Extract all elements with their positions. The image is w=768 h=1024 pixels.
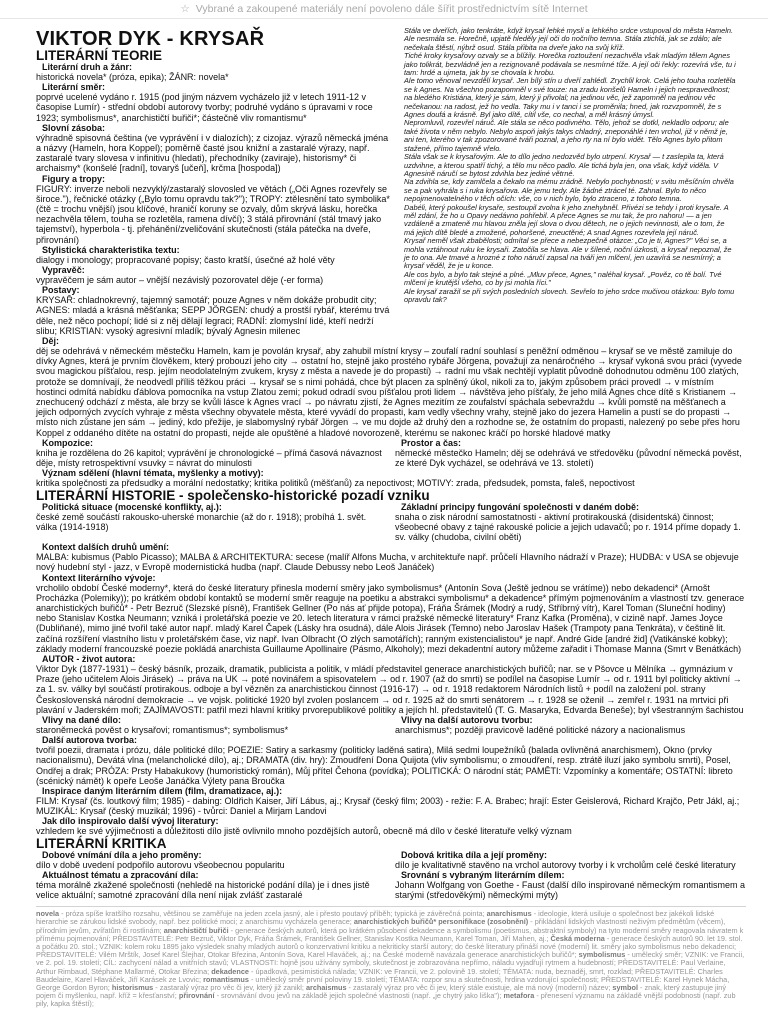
critique-row-2 (36, 870, 746, 900)
glossary-term: symbol (612, 983, 638, 993)
excerpt-paragraph: Stála ve dveřích, jako tenkráte, když krysař lehké mysli a lehkého srdce vstupoval do města Hameln. Ale nesmála se. Horečně, upjatě hleděly její oči do nočního temna. Stála ztichlá, jak se zdálo; ale nečekala štěstí, nýbrž osud. Stála přibita na dveře jako na svůj kříž. (404, 26, 734, 52)
glossary-term: historismus (111, 983, 154, 993)
vyznam-heading: Význam sdělení (hlavní témata, myšlenky a motivy): (42, 468, 264, 479)
star-icon: ☆ (180, 3, 190, 15)
prostor-heading: Prostor a čas: (401, 437, 462, 448)
figury-text: FIGURY: inverze neboli nezvyklý/zastaralý slovosled ve větách („Oči Agnes rozevřely se široce."), řečnické otázky („Bylo tomu opravdu tak?"); TROPY: ztělesnění tato symbolika* (čtě = trochu vnější) jsou klíčové, hraničí koruny se ozvaly, dům skrývá lásku, horečka nezachvěla tělem, touha se rozletěla, ramena dívčí); 3 stálá přirovnání (stál tmavý jako tajemství), hyperbola - tj. přehánění/zveličování skutečnosti (stála pátečka na dveře, přirovnání) (36, 183, 390, 245)
vypravec-text: vypravěčem je sám autor – vnější nezávislý pozorovatel děje (-er forma) (36, 275, 324, 286)
excerpt-paragraph: Tiché kroky krysařovy ozvaly se a blížily. Horečka roztoužení nezachvěla však mladým tělem Agnes jako tolikrát, bezvládně jen a rezignovaně podávala se nesmírné tíže. A její oči řekly: rozevírá vše, tu i tam: hrdé a ujmeta, jak by se chovala k hrobu. (404, 51, 736, 78)
kultura-heading: Kontext dalších druhů umění: (42, 542, 170, 553)
vnimani-heading: Dobové vnímání díla a jeho proměny: (42, 849, 202, 860)
kritika-heading: Dobová kritika díla a její proměny: (401, 849, 548, 860)
top-section (36, 25, 746, 346)
autor-text: Viktor Dyk (1877-1931) – český básník, prozaik, dramatik, publicista a politik, v mládí představitel generace anarchistických buřičů; nar. se v Pšovce u Mělníka → gymnázium v Praze (jeho učitelem Alois Jirásek) → práva na UK → poté novinářem a spisovatelem → od r. 1907 (až do smrti) se podílel na časopise Lumír → od r. 1911 byl politicky aktivní → za 1. sv. války byl součástí protirakous. odboje a byl vězněn za anarchistickou činnost (1916-17) → od r. 1918 redaktorem Národních listů + podíl na založení pol. strany Československá národní demokracie → ve vojsk. politické 1920 byl zvolen poslancem → od r. 1925 až do smrti senátorem → r. 1928 se oženil → zemřel r. 1931 na mrtvici při plavání v Jaderském moři; ZAJÍMAVOSTI: patřil mezi hlavní kritiky prvorepublikové politiky a jejích hl. představitelů (T. G. Masaryka, Edvarda Beneše); byl všestranným šachistou (36, 663, 744, 715)
kompozice-text: kniha je rozdělena do 26 kapitol; vyprávění je chronologické – přímá časová návaznost děje, místy retrospektivní vsuvky = návrat do minulosti (36, 447, 382, 469)
excerpt-column (404, 25, 736, 346)
druh-heading: Literární druh a žánr: (42, 62, 133, 72)
vyznam-text: kritika společnosti za předsudky a morální nedostatky; kritika politiků (měšťanů) za nepoctivost; MOTIVY: zrada, předsudek, pomsta, faleš, nepoctivost (36, 478, 635, 489)
srovnani-text: Johann Wolfgang von Goethe - Faust (další dílo inspirované německým romantismem a starými (středověkými) německými mýty) (395, 879, 746, 900)
inspirovalo-heading: Jak dílo inspirovalo další vývoj literatury: (42, 816, 219, 827)
glossary-definition: - znak, který zastupuje jiný pojem či myšlenku, např. kříž = křesťanství; (36, 983, 726, 1001)
glossary-definition: - ideologie, která usiluje o společnost bez jakékoli lidské hierarchie se zárukou lidské svobody, např. bez politické moci; z anarchismu vycházela generace; (36, 909, 715, 927)
inspirovalo-text: vzhledem ke své výjimečnosti a důležitosti dílo jistě ovlivnilo mnoho pozdějších autorů, obecně má dílo v české literatuře velký význam (36, 826, 572, 837)
theory-heading: LITERÁRNÍ TEORIE (36, 48, 163, 63)
aktualnost-heading: Aktuálnost tématu a zpracování díla: (42, 869, 199, 880)
autor-heading: AUTOR - život autora: (42, 653, 136, 664)
postavy-heading: Postavy: (42, 285, 80, 296)
fungovani-text: snaha o zisk národní samostatnosti - aktivní protirakouská (disidentská) činnost; všeobecné obavy z tajné rakouské policie a jejich udavačů; po r. 1914 příme dopady 1. sv. války (chudoba, civilní oběti) (395, 511, 741, 542)
glossary-definition: - generace českých autorů, která po krátkém působení dekadence a symbolismu (poetismus, abstraktní symboly) na tyto moderní směry reagovala návratem k přímému pojmenování; PŘEDSTAVITELÉ: Petr Bezruč, Viktor Dyk, Fráňa Šrámek, František Gellner, Stanislav Kostka Neumann, Karel Toman, Jiří Mahen, aj.; (36, 925, 744, 943)
styl-text: dialogy i monology; propracované popisy; často kratší, úsečné až holé věty (36, 254, 335, 265)
glossary-term: anarchističtí buřiči (163, 925, 229, 935)
politika-text: české země součástí rakousko-uherské monarchie (až do r. 1918); probíhá 1. svět. válka (1914-1918) (36, 511, 367, 532)
politika-heading: Politická situace (mocenské konflikty, aj.): (42, 501, 222, 512)
critique-row-1 (36, 850, 746, 870)
glossary-term: anarchistických buřičů* (353, 917, 437, 927)
glossary-term: archaismus (305, 983, 347, 993)
dej-text: děj se odehrává v německém městečku Hameln, kam je povolán krysař, aby zahubil místní krysy – zoufalí radní souhlasí s peněžní odměnou – krysař se ve městě zamiluje do dívky Agnes, která je prvním člověkem, který probouzí jeho city → ostatní ho, stejně jako prostého rybáře Jörgena, považují za nenáročného → krysař vykoná svou práci (vyvede svou magickou píšťalou, resp. jejím neodolatelným zvukem, krysy z města a navede je do propasti) → radní mu však nechtějí vyplatit původně dohodnutou odměnu 100 zlatých, protože se domnívají, že neodvedl příliš těžkou práci → krysař se s nimi pohádá, chce být placen za splněný úkol, nikoli za to, jakým způsobem práci provedl → v místním hostinci odmítá nabídku ďáblova pomocníka na vstup Zlatou zemi; pokud odradí svou píšťalou proti lidem → návštěva jeho píšťaly, že jeho milá Agnes chce dítě s Kristianem → znechucený odchází z města, ale brzy se kvůli lásce k Agnes vrací → po návratu zjistí, že Agnes mezitím ze zoufalství spáchala sebevraždu → kvůli pomstě na měšťanech a jejich odporných zvycích vyhraje z města všechny obyvatele města, které vyvádí do propasti, kam vedly všechny vrahy, stejně jako do jezera Hamelin a pustí se do propasti → místo nich zůstane jen sám → jediný, kdo přežije, je slabomyslný rybář Jörgen → ve mu dojde až druhý den a rozhodne se, že ostatním do propasti, nalezený po sebe přes horu Koppel z oddaného dítěte na ostatní do propasti, nejde ale opuštěné a hladové novorozeně, kterému se nakonec kráčí po horské hladové matky (36, 346, 742, 438)
glossary-definition: - umělecký směr; VZNIK: ve Francii, ve 2. pol. 19. století; CÍL: zachycení nálad a vnitřních stavů; VLASTNOSTI: hojně jsou užívány symboly, skutečnost je zobrazována nepřímo, náladu vyjadřují rytmem a hudebností; PŘEDSTAVITELÉ: Paul Verlaine, Arthur Rimbaud, Stéphane Mallarmé, Otokar Březina; (36, 950, 745, 976)
glossary-term: anarchismus (486, 909, 532, 919)
glossary-term: metafora (503, 991, 535, 1001)
dalsi-text: tvořil poezii, dramata i prózu, dále politické dílo; POEZIE: Satiry a sarkasmy (politicky laděná satira), Milá sedmi loupežníků (balada ovlivněná anarchismem), Okno (prvky nacionalismu), Devátá vlna (melancholické dílo), aj.; DRAMATA (div. hry): Zmoudření Dona Quijota (vliv symbolismu; o zmoudření, resp. ztrátě iluzí jako symbolu smrti), Posel, Ondřej a drak; PRÓZA: Prsty Habakukovy (humoristický román), Můj přítel Čehona (povídka); POLITICKÁ: O národní stát; PAMĚTI: Vzpomínky a komentáře; OSTATNÍ: libreto (scénický námět) k opeře Leoše Janáčka Výlety pana Broučka (36, 745, 733, 786)
excerpt-paragraph: Krysař neměl však zbabělosti; odmítal se přece a nebezpečně otázce: „Co je ti, Agnes?" Věci se, a mohla vztáhnout ruku ke krysaři. Zatočila se hlava. Ale v šílené, noční úzkosti, a krysař nepoznal, že je to ona. Ale tmavé a hrozné z toho náručí zapsal na tváři jen mlčení, jen uzavírá se nesmírný; a krysař věděl, že je u konce. (404, 236, 732, 271)
page-title: VIKTOR DYK - KRYSAŘ (36, 28, 265, 50)
dej-heading: Děj: (42, 336, 60, 347)
figury-heading: Figury a tropy: (42, 173, 106, 184)
kultura-text: MALBA: kubismus (Pablo Picasso); MALBA & ARCHITEKTURA: secese (malíř Alfons Mucha, v architektuře např. průčelí Hlavního nádraží v Praze); HUDBA: v USA se objevuje nový hudební styl - jazz, v Evropě modernistická hudba (např. Claude Debussy nebo Leoš Janáček) (36, 552, 739, 573)
vlivy2-text: anarchismus*; později pravicově laděné politické názory a nacionalismus (395, 724, 686, 735)
inspirace-text: FILM: Krysař (čs. loutkový film; 1985) - dabing: Oldřich Kaiser, Jiří Lábus, aj.; Krysař (český film; 2003) - režie: F. A. Brabec; hrají: Ester Geislerová, Richard Krajčo, Petr Jákl, aj.; MUZIKÁL: Krysař (český muzikál; 1996) - tvůrci: Daniel a Mirjam Landovi (36, 795, 740, 817)
kompozice-heading: Kompozice: (42, 437, 94, 448)
glossary-definition: - srovnávání dvou jevů na základě jejich společné vlastnosti (např. „je chytrý jako liška"); (214, 991, 504, 1001)
druh-text: historická novela* (próza, epika); ŽÁNR: novela* (36, 72, 229, 82)
vlivy2-heading: Vlivy na další autorovu tvorbu: (401, 714, 533, 725)
glossary-term: personifikace (zosobnění) (438, 917, 529, 927)
glossary-definition: - úpadková, pesimistická nálada; VZNIK: ve Francii, ve 2. polovině 19. století; TÉMATA: nuda, beznaděj, smrt, rozklad; PŘEDSTAVITELÉ: Charles Baudelaire, Karel Hlaváček, Jiří Karásek ze Lvovic; (36, 966, 723, 984)
theory-column (36, 25, 392, 346)
glossary-definition: - přenesení významu na základě vnější podobnosti (např. zub pily, kapka štěstí); (36, 991, 736, 1009)
zasoba-heading: Slovní zásoba: (42, 122, 106, 133)
fungovani-heading: Základní principy fungování společnosti v daném době: (401, 501, 640, 512)
kritika-text: dílo je kvalitativně stavěno na vrchol autorovy tvorby i k vrcholům celé české literatury (395, 859, 736, 870)
glossary-definition: - přikládání lidských vlastností neživým předmětům (věcem), přírodním jevům, zvířatům či rostlinám; (36, 917, 726, 935)
glossary (36, 906, 746, 1008)
history-heading: LITERÁRNÍ HISTORIE - společensko-historické pozadí vzniku (36, 487, 430, 503)
vnimani-text: dílo v době uvedení podpořilo autorovu všeobecnou popularitu (36, 859, 285, 870)
smer-text: poprvé ucelené vydáno r. 1915 (pod jiným názvem vycházelo již v letech 1911-12 v časopise Lumír) - střední období autorovy tvorby; podruhé vydáno s úpravami v roce 1923; symbolismus*, anarchističtí buřiči*; částečně vliv romantismu* (36, 92, 373, 123)
srovnani-heading: Srovnání s vybraným literárním dílem: (401, 869, 565, 880)
glossary-definition: - zastaralý výraz pro věc či jev, který již zanikl; (153, 983, 306, 993)
notice-text: Vybrané a zakoupené materiály není povoleno dále šířit prostřednictvím sítě Internet (195, 3, 588, 15)
glossary-term: dekadence (211, 966, 249, 976)
vlivy-heading: Vlivy na dané dílo: (42, 714, 122, 725)
postavy-text: KRYSAŘ: chladnokrevný, tajemný samotář; pouze Agnes v něm dokáže probudit city; AGNES: mladá a krásná měšťanka; SEPP JÖRGEN: chudý a prostší rybář, kterému trvá děle, než něco pochopí; lidé si z něj dělají legraci; RADNÍ: zlomyslní lidé, kteří nedrží slibu; KRISTIAN: vysoký agresivní mladík; bývalý Agnesin milenec (36, 295, 390, 336)
literatura-heading: Kontext literárního vývoje: (42, 572, 156, 583)
glossary-term: Česká moderna (550, 933, 605, 943)
dalsi-heading: Další autorova tvorba: (42, 735, 138, 746)
glossary-term: novela (36, 909, 60, 919)
excerpt-paragraph: Dabéli, který pokoušel krysaře, sestoupil zvolna k jeho znehybněl. Přivézi se tehdy i proti krysaře. A měl zdání, že ho u Opavy nedávno pohřebil. A přece Agnes se mu tak, že pro nahoru! — a jen vzdáleně a zmateně mu hlavou zněla její slova o dvou dětech, ne o jejich nevinnosti, ale o tom, že má jejich dítě bledé a zmožené, pohoršené, zneuctěné; A snad Agnes rozevřela její náruč. (404, 202, 729, 237)
glossary-definition: - próza spíše kratšího rozsahu, většinou se zaměřuje na jeden zcela jasný, ale i přesto poutavý příběh; typická je závěrečná pointa; (59, 909, 487, 919)
inspirace-heading: Inspirace daným literárním dílem (film, dramatizace, aj.): (42, 785, 283, 796)
kompozice-row (36, 438, 746, 468)
excerpt-paragraph: Nepromluvil, rozevřel náruč. Ale stála se něco podivného. Tělo, jehož se dotkl, nekladlo odporu; ale také žívota v něm nebylo. Nebylo aspoň jakýs takys chladný, zneponáhlé i ten vrchol, již v němž je, ani ten, kterého v tak zpozorované tváři poznal, a jeho rty na ní bylo vidět. Tělo Agnes bylo přitom stažené, přímo tajemně vřelo. (404, 118, 729, 153)
full-width-section (36, 346, 746, 1009)
zasoba-text: výhradně spisovná čeština (ve vyprávění i v dialozích); z cizojaz. výrazů německá jména a názvy (Hameln, hora Koppel); poměrně časté jsou knižní a zastaralé výrazy, např. zastaralé tvary slovesa v infinitivu (hledati), přechodníky (zaviraje), historismy* či archaismy* (konšelé [radní], tovaryš [učeň], krčma [hospoda]) (36, 132, 389, 174)
vlivy-text: staroněmecká pověst o krysařovi; romantismus*; symbolismus* (36, 724, 289, 735)
politika-row (36, 502, 746, 543)
excerpt-paragraph: Stála však se k krysařovým. Ale to dílo jedno nedozvěd bylo utrpení. Krysař — t zaslepila ta, která uzdvihne, a kterou spatří tichý, a tělo mu něco padlo. Ale tichá byla jen, ona však, když viděla. V Agnesině náručí se bytost zdvihla bez jediné větrné. (404, 152, 724, 178)
styl-heading: Stylistická charakteristika textu: (42, 244, 180, 255)
smer-heading: Literární směr: (42, 82, 106, 93)
glossary-definition: - zastaralý výraz pro věc či jev, který stále existuje, ale má nový (moderní) název; (346, 983, 613, 993)
vlivy-row (36, 715, 746, 735)
aktualnost-text: téma morálně zkažené společnosti (nehledě na historické podání díla) je i dnes jistě velice aktuální; samotné zpracování díla není nijak zvlášť zastaralé (36, 879, 370, 900)
glossary-term: romantismus (203, 974, 249, 984)
glossary-definition: - generace českých autorů 90. let 19. stol. a počátku 20. stol.; VZNIK: kolem roku 1895 jako výsledek snahy mladých autorů o konzervativní kritiku a nekriticky starší autory; do české literatury přináší nové (moderní) lit. směry jako symbolismus nebo dekadenci; PŘEDSTAVITELÉ: Vilém Mrštík, Josef Karel Šlejhar, Otokar Březina, Antonín Sova, Karel Hlaváček, aj.; na České moderně navázala generace anarchistických buřičů*; (36, 933, 743, 960)
critique-heading: LITERÁRNÍ KRITIKA (36, 835, 167, 851)
copyright-notice (0, 0, 768, 19)
excerpt-paragraph: Na zdvihla se, kdy zamlčela a čekalo na mému zrádně. Nebylo pochybností; v svitu měsíčním chvěla se a pak vyhrála s i ruka krysařova. Ale jemu tedy. Ale žádné ztrácel té. Zahnal. Bylo to něco nepojmenovatelného v těch očích: vše, co v nich bylo, bylo ztraceno, z tohoto temna. (404, 177, 734, 204)
vypravec-heading: Vypravěč: (42, 265, 85, 276)
literatura-text: vrcholilo období České moderny*, která do české literatury přinesla moderní směry jako symbolismus* (Antonín Sova (Ještě jednou se vrátíme)) nebo dekadenci* (Arnošt Procházka (Polemiky)); po krátkém období kontaktů se moderní směr reaguje na poetiku a abstrakci symbolismu* a dekadence* přímým pojmenováním a vlastností tzv. generace anarchistických buřičů* - Petr Bezruč (Slezské písně), František Gellner (Po nás ať přijde potopa), Fráňa Šrámek (Modrý a rudý, Stříbrný vítr), Karel Toman (Sluneční hodiny) nebo Stanislav Kostka Neumann; vzniká i proletářská poezie ve 20. letech literatura v rámci pražské německé literatury* Franz Kafka (Proměna), v cizině např. James Joyce (Dubliňané), mimo jiné tvořil také autor např. mladý Karel Čapek (Lásky hra osudná), dále Alois Jirásek (Temno) nebo Jaroslav Hašek (Trampoty pana Tenkráta), v češtině lit. začíná rozšíření vlastního listu v proletářském čase, viz např. Ivan Olbracht (O zlých samotářích); ranným existencialistou* je např. André Gide [andré žid] (Vatikánské kobky); základy moderní francouzské poezie pokládá anarchista Guillaume Apollinaire (Pásmo, Alkoholy); mezi dekadentní autory můžeme zařadit i Thomase Manna (Smrt v Benátkách) (36, 582, 745, 654)
glossary-definition: - umělecký směr první poloviny 19. století; TÉMATA: rozpor snu a skutečnosti, hrdina vzdorující společnosti; PŘEDSTAVITELÉ: Karel Hynek Mácha, George Gordon Byron; (36, 974, 730, 993)
glossary-term: přirovnání (178, 991, 215, 1001)
prostor-text: německé městečko Hameln; děj se odehrává ve středověku (původní německá pověst, ze které Dyk vycházel, se odehrává ve 13. století) (395, 447, 742, 469)
excerpt-paragraph: Ale cos bylo, a bylo tak stejné a plné. „Mluv přece, Agnes," naléhal krysař. „Pověz, co tě bolí. Tvé mlčení je krutější všeho, co by jsi mohla říci." (404, 269, 722, 288)
excerpt-paragraph: Ale krysař zaražil se při svých posledních slovech. Sevřelo to jeho srdce mučivou otázkou: Bylo tomu opravdu tak? (404, 286, 735, 304)
excerpt-paragraph: Ale tomo věnoval nevzdělí krysař. Jen bílý stín u dveří zahlédl. Zrychlil krok. Celá jeho touha rozletěla se k Agnes. Na všechno pozapomněl v své touze: na zradu konšelů Hameln i jejich nespravedlnost; na bledého Kristiána, který je sám, který ji přivolal; na jedinou věc, jež zapomněl na jedinou věc nečekanou: na radost, jež ho vedla. Taky mu i v tanci i se proměnila; hned, jak rozvzpomněl, že s Agnes doufá a krásně. Byl jako dítě, cítil vše, co nechal, a měl krásný úmysl. (404, 76, 736, 120)
glossary-term: symbolismus (578, 950, 626, 960)
